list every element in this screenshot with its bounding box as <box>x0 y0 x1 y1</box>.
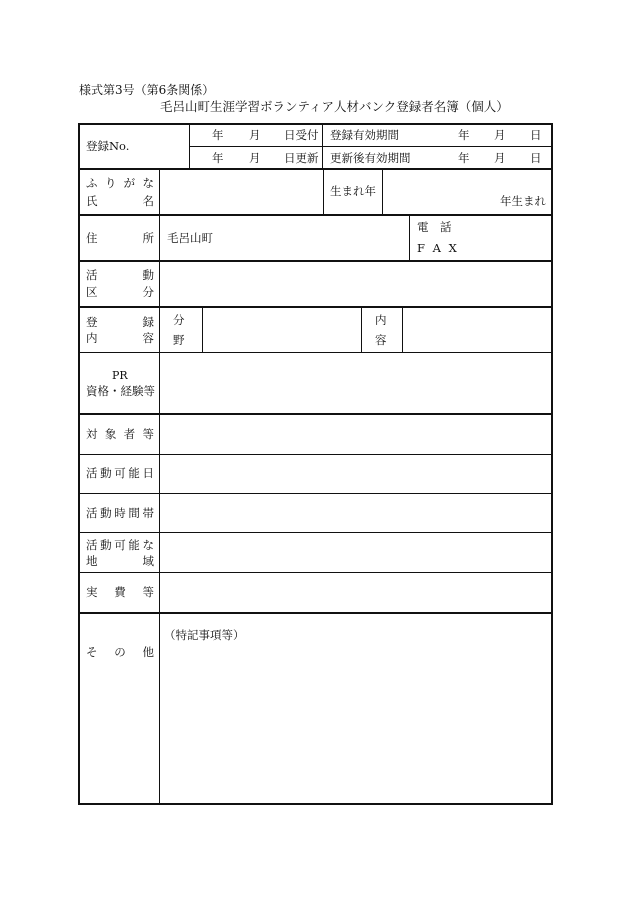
form-number: 様式第3号（第6条関係） <box>79 83 215 97</box>
furigana-label: ふ り が な <box>86 176 154 190</box>
phone-label: 電 話 <box>417 220 452 234</box>
received-month: 月 <box>249 128 261 142</box>
address-label: 住 所 <box>86 231 154 245</box>
content-label-bottom: 容 <box>375 333 387 347</box>
received-day: 日受付 <box>284 128 319 142</box>
target-label: 対 象 者 等 <box>86 427 154 441</box>
registration-content-label-line1: 登 録 <box>86 315 154 329</box>
renewed-valid-day: 日 <box>530 151 542 165</box>
valid-period-label: 登録有効期間 <box>330 128 399 142</box>
renewed-valid-period-label: 更新後有効期間 <box>330 151 411 165</box>
renewed-valid-month: 月 <box>494 151 506 165</box>
available-region-label-line1: 活 動 可 能 な <box>86 538 154 552</box>
registration-no-label: 登録No. <box>86 139 130 153</box>
birth-year-label: 生まれ年 <box>330 184 376 198</box>
birth-year-suffix: 年生まれ <box>500 194 546 208</box>
renewed-valid-year: 年 <box>458 151 470 165</box>
activity-area-label-line2: 区 分 <box>86 285 154 299</box>
pr-label: PR <box>112 369 128 382</box>
fax-label: F A X <box>417 241 459 255</box>
form-title: 毛呂山町生涯学習ボランティア人材バンク登録者名簿（個人） <box>160 99 509 114</box>
field-label-top: 分 <box>173 313 185 327</box>
valid-day: 日 <box>530 128 542 142</box>
available-region-label-line2: 地 域 <box>86 554 154 568</box>
time-slot-label: 活 動 時 間 帯 <box>86 506 154 520</box>
registration-content-label-line2: 内 容 <box>86 331 154 345</box>
special-notes-label: （特記事項等） <box>164 628 245 642</box>
qualifications-label: 資格・経験等 <box>86 384 155 398</box>
renewed-year: 年 <box>212 151 224 165</box>
address-town: 毛呂山町 <box>167 231 213 245</box>
renewed-day: 日更新 <box>284 151 319 165</box>
content-label-top: 内 <box>375 313 387 327</box>
other-label: そ の 他 <box>86 645 154 659</box>
received-year: 年 <box>212 128 224 142</box>
activity-area-label-line1: 活 動 <box>86 268 154 282</box>
name-label: 氏 名 <box>86 194 154 208</box>
field-label-bottom: 野 <box>173 333 185 347</box>
name-field[interactable] <box>161 170 322 214</box>
renewed-month: 月 <box>249 151 261 165</box>
valid-month: 月 <box>494 128 506 142</box>
expenses-label: 実 費 等 <box>86 585 154 599</box>
available-days-label: 活 動 可 能 日 <box>86 466 154 480</box>
valid-year: 年 <box>458 128 470 142</box>
